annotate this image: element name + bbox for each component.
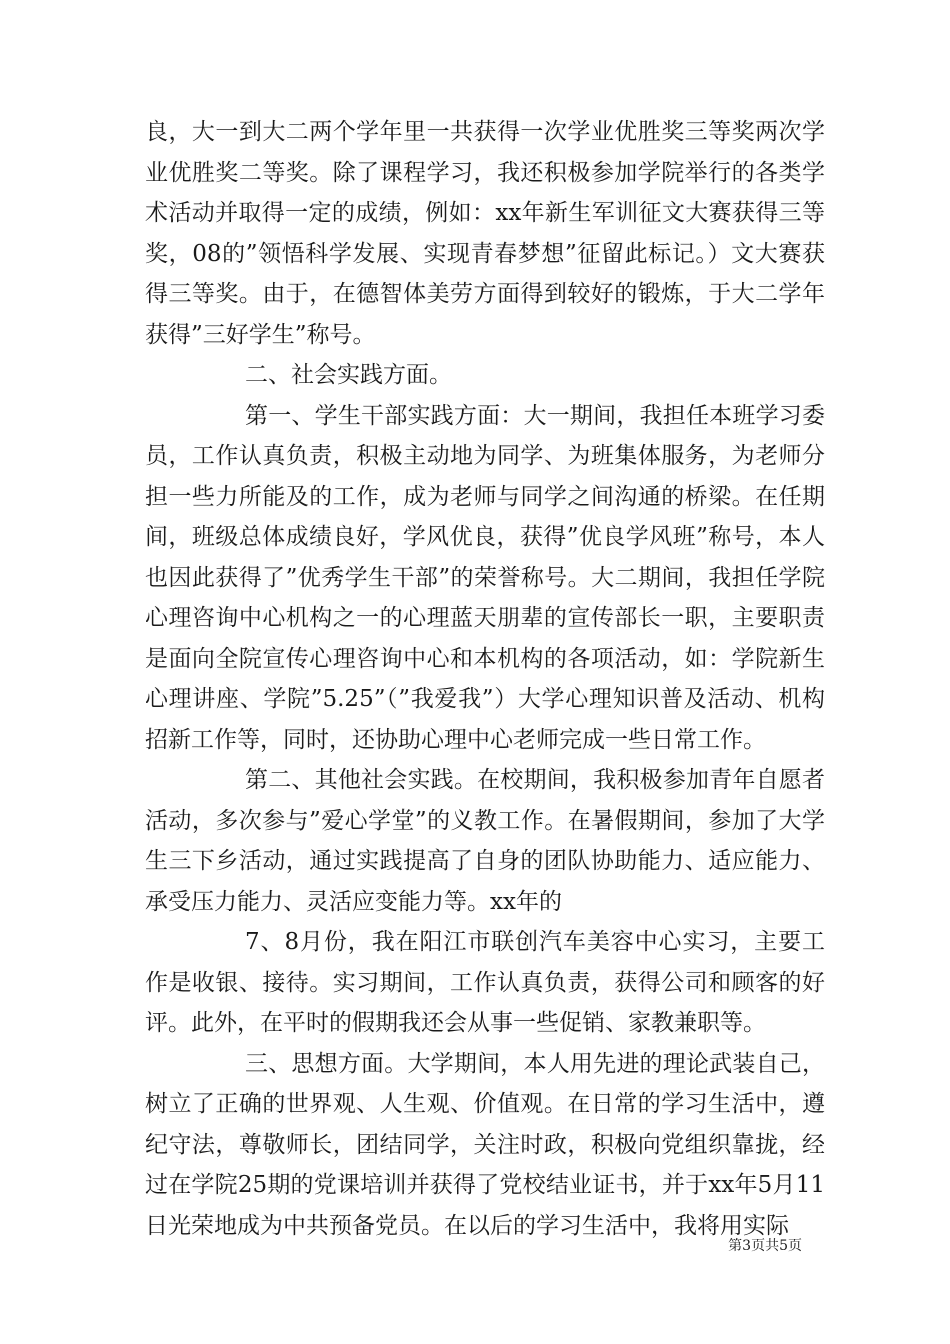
paragraph-ideology: 三、思想方面。大学期间，本人用先进的理论武装自己，树立了正确的世界观、人生观、价值观。在日常的学习生活中，遵纪守法，尊敬师长，团结同学，关注时政，积极向党组织靠拢，经过在学院25期的党课培训并获得了党校结业证书，并于xx年5月11日光荣地成为中共预备党员。在以后的学习生活中，我将用实际 [145, 1050, 825, 1239]
paragraph-student-cadre-practice: 第一、学生干部实践方面：大一期间，我担任本班学习委员，工作认真负责，积极主动地为同学、为班集体服务，为老师分担一些力所能及的工作，成为老师与同学之间沟通的桥梁。在任期间，班级总体成绩良好，学风优良，获得”优良学风班”称号，本人也因此获得了”优秀学生干部”的荣誉称号。大二期间，我担任学院心理咨询中心机构之一的心理蓝天朋辈的宣传部长一职，主要职责是面向全院宣传心理咨询中心和本机构的各项活动，如：学院新生心理讲座、学院”5.25”（”我爱我”）大学心理知识普及活动、机构招新工作等，同时，还协助心理中心老师完成一些日常工作。 [145, 402, 825, 753]
section-heading-social-practice: 二、社会实践方面。 [245, 362, 452, 388]
paragraph-academic-awards: 良，大一到大二两个学年里一共获得一次学业优胜奖三等奖两次学业优胜奖二等奖。除了课程学习，我还积极参加学院举行的各类学术活动并取得一定的成绩，例如：xx年新生军训征文大赛获得三等奖，08的”领悟科学发展、实现青春梦想”征留此标记。）文大赛获得三等奖。由于，在德智体美劳方面得到较好的锻炼，于大二学年获得”三好学生”称号。 [145, 119, 825, 348]
paragraph-internship: 7、8月份，我在阳江市联创汽车美容中心实习，主要工作是收银、接待。实习期间，工作认真负责，获得公司和顾客的好评。此外，在平时的假期我还会从事一些促销、家教兼职等。 [145, 929, 825, 1036]
document-body [145, 112, 825, 1246]
paragraph-other-social-practice: 第二、其他社会实践。在校期间，我积极参加青年自愿者活动，多次参与”爱心学堂”的义教工作。在暑假期间，参加了大学生三下乡活动，通过实践提高了自身的团队协助能力、适应能力、承受压力能力、灵活应变能力等。xx年的 [145, 767, 825, 915]
page-number-footer: 第3页共5页 [728, 1238, 802, 1254]
